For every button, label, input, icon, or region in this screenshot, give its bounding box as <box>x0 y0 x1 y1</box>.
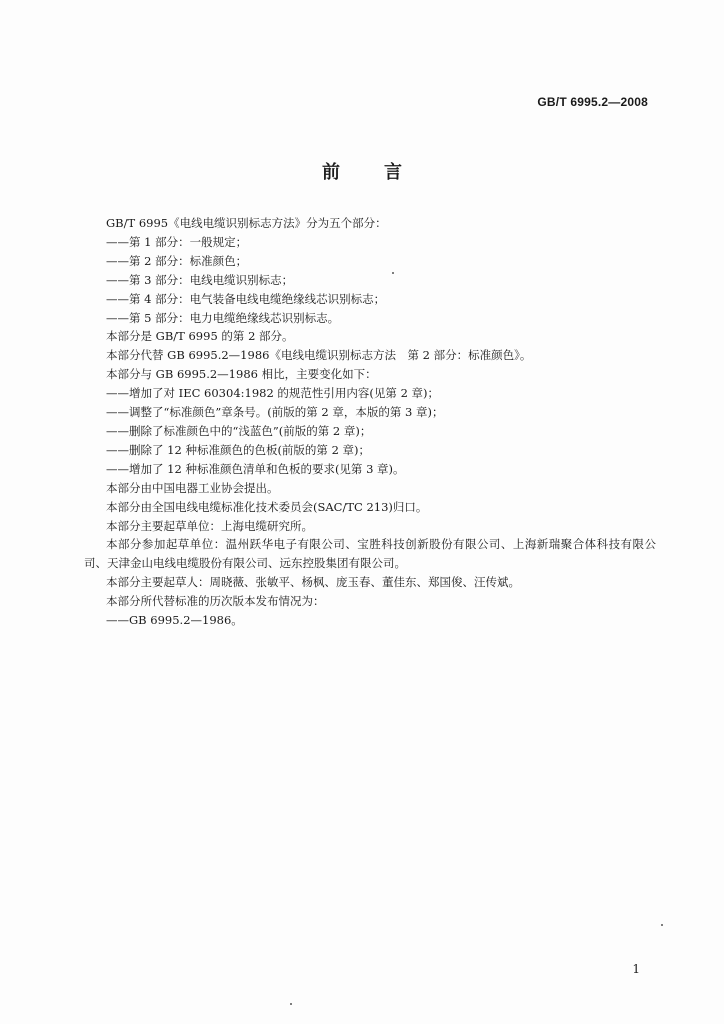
page-title: 前言 <box>322 162 446 183</box>
paragraph-committee: 本部分由全国电线电缆标准化技术委员会(SAC/TC 213)归口。 <box>106 499 428 514</box>
list-item-change-1: ——增加了对 IEC 60304:1982 的规范性引用内容(见第 2 章)； <box>106 386 440 401</box>
paragraph-changes-intro: 本部分与 GB 6995.2—1986 相比，主要变化如下： <box>106 367 377 382</box>
list-item-change-5: ——增加了 12 种标准颜色清单和色板的要求(见第 3 章)。 <box>106 461 405 476</box>
list-item-change-4: ——删除了 12 种标准颜色的色板(前版的第 2 章)； <box>106 442 371 457</box>
paragraph-history: 本部分所代替标准的历次版本发布情况为： <box>106 594 325 609</box>
paragraph-drafters: 本部分主要起草人：周晓薇、张敏平、杨枫、庞玉春、董佳东、郑国俊、汪传斌。 <box>106 575 520 590</box>
standard-code: GB/T 6995.2—2008 <box>537 95 648 109</box>
list-item-part-4: ——第 4 部分：电气装备电线电缆绝缘线芯识别标志； <box>106 291 386 306</box>
list-item-history-1: ——GB 6995.2—1986。 <box>106 613 243 628</box>
list-item-part-3: ——第 3 部分：电线电缆识别标志； <box>106 272 294 287</box>
paragraph-replaces: 本部分代替 GB 6995.2—1986《电线电缆识别标志方法 第 2 部分：标准颜色》。 <box>106 348 532 363</box>
list-item-part-1: ——第 1 部分：一般规定； <box>106 234 248 249</box>
scan-speck <box>290 1003 292 1005</box>
paragraph-participants: 本部分参加起草单位：温州跃华电子有限公司、宝胜科技创新股份有限公司、上海新瑞聚合体科技有限公司、天津金山电线电缆股份有限公司、远东控股集团有限公司。 <box>84 537 656 571</box>
list-item-part-5: ——第 5 部分：电力电缆绝缘线芯识别标志。 <box>106 310 340 325</box>
paragraph-part-statement: 本部分是 GB/T 6995 的第 2 部分。 <box>106 329 294 344</box>
scan-speck <box>392 272 394 274</box>
scan-speck <box>661 924 663 926</box>
list-item-change-3: ——删除了标准颜色中的“浅蓝色”(前版的第 2 章)； <box>106 423 372 438</box>
paragraph-main-drafter: 本部分主要起草单位：上海电缆研究所。 <box>106 518 313 533</box>
page-number: 1 <box>632 962 640 976</box>
list-item-change-2: ——调整了“标准颜色”章条号。(前版的第 2 章，本版的第 3 章)； <box>106 405 444 420</box>
list-item-part-2: ——第 2 部分：标准颜色； <box>106 253 248 268</box>
paragraph-proposer: 本部分由中国电器工业协会提出。 <box>106 480 279 495</box>
paragraph-intro: GB/T 6995《电线电缆识别标志方法》分为五个部分： <box>106 216 387 230</box>
foreword-body <box>84 214 656 630</box>
